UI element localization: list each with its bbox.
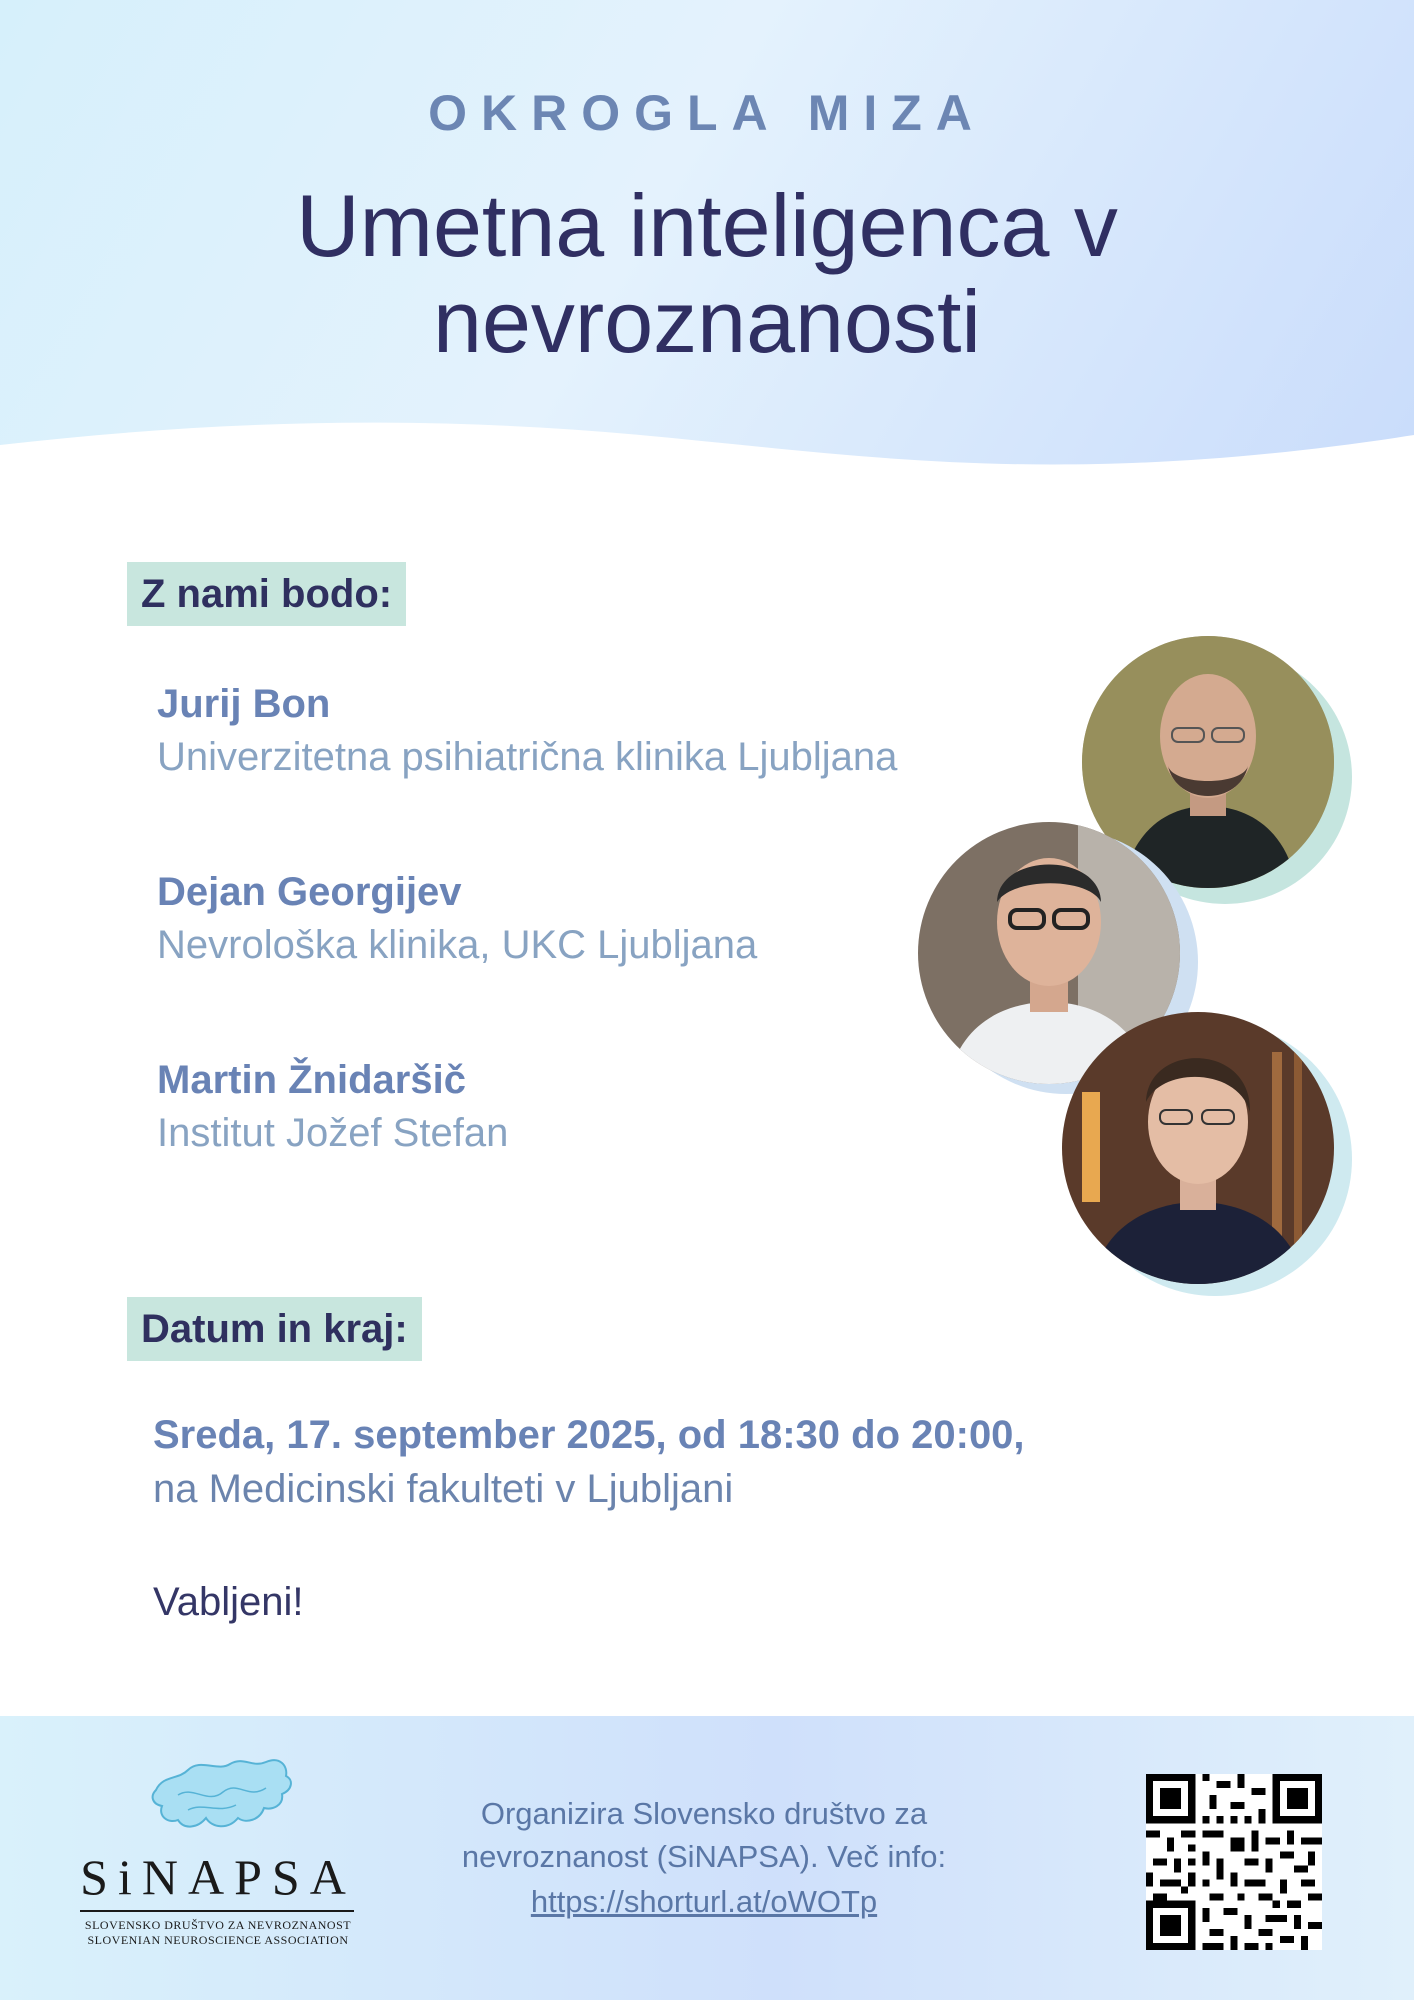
logo-divider xyxy=(80,1910,354,1912)
logo-wordmark: SiNAPSA xyxy=(80,1849,356,1905)
qr-code-icon[interactable] xyxy=(1146,1774,1322,1950)
page-title xyxy=(0,178,1414,370)
speaker-affiliation: Nevrološka klinika, UKC Ljubljana xyxy=(157,923,758,967)
speaker-affiliation: Univerzitetna psihiatrična klinika Ljubljana xyxy=(157,735,898,779)
event-place: na Medicinski fakulteti v Ljubljani xyxy=(153,1467,734,1511)
speaker-jurij-bon xyxy=(157,678,897,784)
date-place-label: Datum in kraj: xyxy=(127,1297,422,1361)
info-link[interactable]: https://shorturl.at/oWOTp xyxy=(530,1884,878,1919)
invitation-text: Vabljeni! xyxy=(153,1580,304,1624)
speaker-name: Dejan Georgijev xyxy=(157,870,462,914)
speaker-name: Martin Žnidaršič xyxy=(157,1058,466,1102)
speaker-dejan-georgijev xyxy=(157,866,757,972)
title-line-1: Umetna inteligenca v xyxy=(296,176,1118,275)
speaker-photo-martin-znidarsic xyxy=(1062,1012,1334,1284)
header-wave xyxy=(0,400,1414,510)
logo-subtitle-sl: SLOVENSKO DRUŠTVO ZA NEVROZNANOST xyxy=(84,1918,352,1932)
guests-label: Z nami bodo: xyxy=(127,562,406,626)
speaker-martin-znidarsic xyxy=(157,1054,508,1160)
organizer-line-1: Organizira Slovensko društvo za xyxy=(480,1796,928,1831)
event-type: OKROGLA MIZA xyxy=(428,85,986,141)
slovenia-map-icon xyxy=(148,1750,298,1850)
title-line-2: nevroznanosti xyxy=(433,272,981,371)
logo-subtitle-en: SLOVENIAN NEUROSCIENCE ASSOCIATION xyxy=(87,1933,349,1947)
organizer-line-2: nevroznanost (SiNAPSA). Več info: xyxy=(461,1839,947,1874)
speaker-affiliation: Institut Jožef Stefan xyxy=(157,1111,509,1155)
organizer-text xyxy=(404,1792,1004,1878)
event-date-time: Sreda, 17. september 2025, od 18:30 do 20:00, xyxy=(153,1413,1025,1457)
speaker-name: Jurij Bon xyxy=(157,682,331,726)
